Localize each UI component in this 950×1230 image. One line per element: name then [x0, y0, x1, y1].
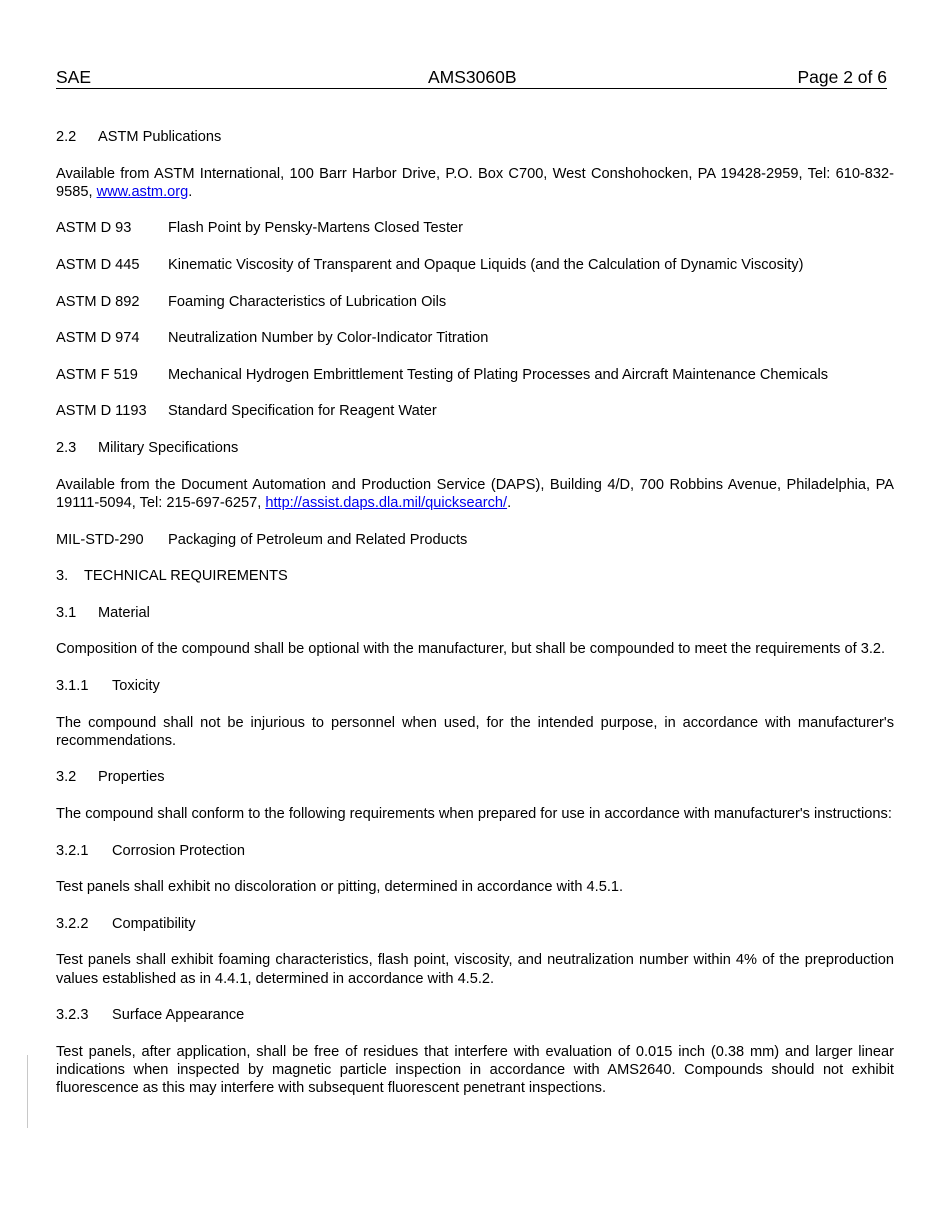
reference-title: Kinematic Viscosity of Transparent and Opaque Liquids (and the Calculation of Dynamic Viscosity) — [168, 257, 804, 274]
assist-link[interactable]: http://assist.daps.dla.mil/quicksearch/ — [265, 494, 508, 511]
reference-code: ASTM D 445 — [56, 257, 140, 274]
section-number: 3.1.1 — [56, 677, 89, 694]
heading-3-2-3 — [56, 1006, 894, 1024]
section-number: 2.3 — [56, 440, 77, 457]
heading-3-1-1 — [56, 677, 894, 695]
heading-3-1 — [56, 604, 894, 622]
reference-row — [56, 293, 894, 311]
availability-text: Available from ASTM International, 100 Barr Harbor Drive, P.O. Box C700, West Conshohocken, PA 19428-2959, Tel: 610-832-9585, — [56, 165, 894, 200]
reference-title: Mechanical Hydrogen Embrittlement Testing of Plating Processes and Aircraft Maintenance Chemicals — [168, 366, 829, 383]
reference-row — [56, 402, 894, 420]
paragraph-3-2-1: Test panels shall exhibit no discoloration or pitting, determined in accordance with 4.5.1. — [56, 879, 624, 896]
reference-code: ASTM F 519 — [56, 366, 138, 383]
reference-title: Foaming Characteristics of Lubrication Oils — [168, 293, 447, 310]
heading-2-3 — [56, 439, 894, 457]
section-number: 3.1 — [56, 604, 77, 621]
reference-code: ASTM D 892 — [56, 293, 140, 310]
heading-3-2-1 — [56, 842, 894, 860]
heading-3-2-2 — [56, 915, 894, 933]
reference-title: Packaging of Petroleum and Related Products — [168, 531, 468, 548]
revision-change-bar — [27, 1055, 28, 1128]
section-title: Military Specifications — [98, 440, 239, 457]
paragraph-3-1-1: The compound shall not be injurious to personnel when used, for the intended purpose, in accordance with manufacturer's recommendations. — [56, 714, 894, 749]
header-org: SAE — [56, 67, 92, 87]
paragraph-3-1: Composition of the compound shall be optional with the manufacturer, but shall be compounded to meet the requirements of 3.2. — [56, 641, 886, 658]
reference-row — [56, 329, 894, 347]
page-header — [56, 67, 887, 89]
availability-end: . — [507, 494, 512, 511]
section-number: 3. — [56, 568, 69, 585]
section-title: ASTM Publications — [98, 129, 222, 145]
reference-row — [56, 531, 894, 549]
section-number: 3.2.3 — [56, 1007, 89, 1024]
reference-code: ASTM D 93 — [56, 220, 132, 237]
availability-end: . — [188, 183, 193, 200]
heading-3-2 — [56, 768, 894, 786]
reference-code: ASTM D 1193 — [56, 403, 147, 420]
header-page-number: Page 2 of 6 — [797, 67, 887, 87]
heading-3 — [56, 567, 894, 585]
reference-code: MIL-STD-290 — [56, 531, 144, 548]
reference-row — [56, 219, 894, 237]
heading-2-2 — [56, 128, 894, 146]
daps-availability — [56, 476, 894, 513]
astm-link[interactable]: www.astm.org — [96, 183, 189, 200]
section-number: 3.2.1 — [56, 842, 89, 859]
section-number: 3.2.2 — [56, 915, 89, 932]
section-title: Corrosion Protection — [112, 842, 246, 859]
section-title: Toxicity — [112, 677, 160, 694]
section-title: Material — [98, 604, 150, 621]
reference-row — [56, 366, 894, 384]
document-body — [56, 128, 894, 1116]
reference-row — [56, 256, 894, 274]
availability-text: Available from the Document Automation and Production Service (DAPS), Building 4/D, 700 Robbins Avenue, Philadelphia, PA 19111-5094, Tel: 215-697-6257, — [56, 476, 894, 511]
reference-title: Standard Specification for Reagent Water — [168, 403, 437, 420]
astm-availability — [56, 165, 894, 202]
section-title: Compatibility — [112, 915, 196, 932]
section-title: TECHNICAL REQUIREMENTS — [84, 568, 288, 585]
paragraph-3-2-2: Test panels shall exhibit foaming characteristics, flash point, viscosity, and neutralization number within 4% of the preproduction values established as in 4.4.1, determined in accordance with 4.5.2. — [56, 952, 894, 987]
reference-title: Flash Point by Pensky-Martens Closed Tester — [168, 220, 463, 237]
paragraph-3-2: The compound shall conform to the following requirements when prepared for use in accordance with manufacturer's instructions: — [56, 805, 892, 822]
reference-title: Neutralization Number by Color-Indicator Titration — [168, 330, 489, 347]
paragraph-3-2-3: Test panels, after application, shall be free of residues that interfere with evaluation of 0.015 inch (0.38 mm) and larger linear indications when inspected by magnetic particle inspection in accordance with AMS2640. Compounds should not exhibit fluorescence as this may interfere with subsequent fluorescent penetrant inspections. — [56, 1043, 894, 1097]
section-title: Surface Appearance — [112, 1007, 245, 1024]
section-title: Properties — [98, 769, 165, 786]
section-number: 2.2 — [56, 129, 77, 145]
header-doc-number: AMS3060B — [428, 67, 517, 87]
reference-code: ASTM D 974 — [56, 330, 140, 347]
section-number: 3.2 — [56, 769, 77, 786]
